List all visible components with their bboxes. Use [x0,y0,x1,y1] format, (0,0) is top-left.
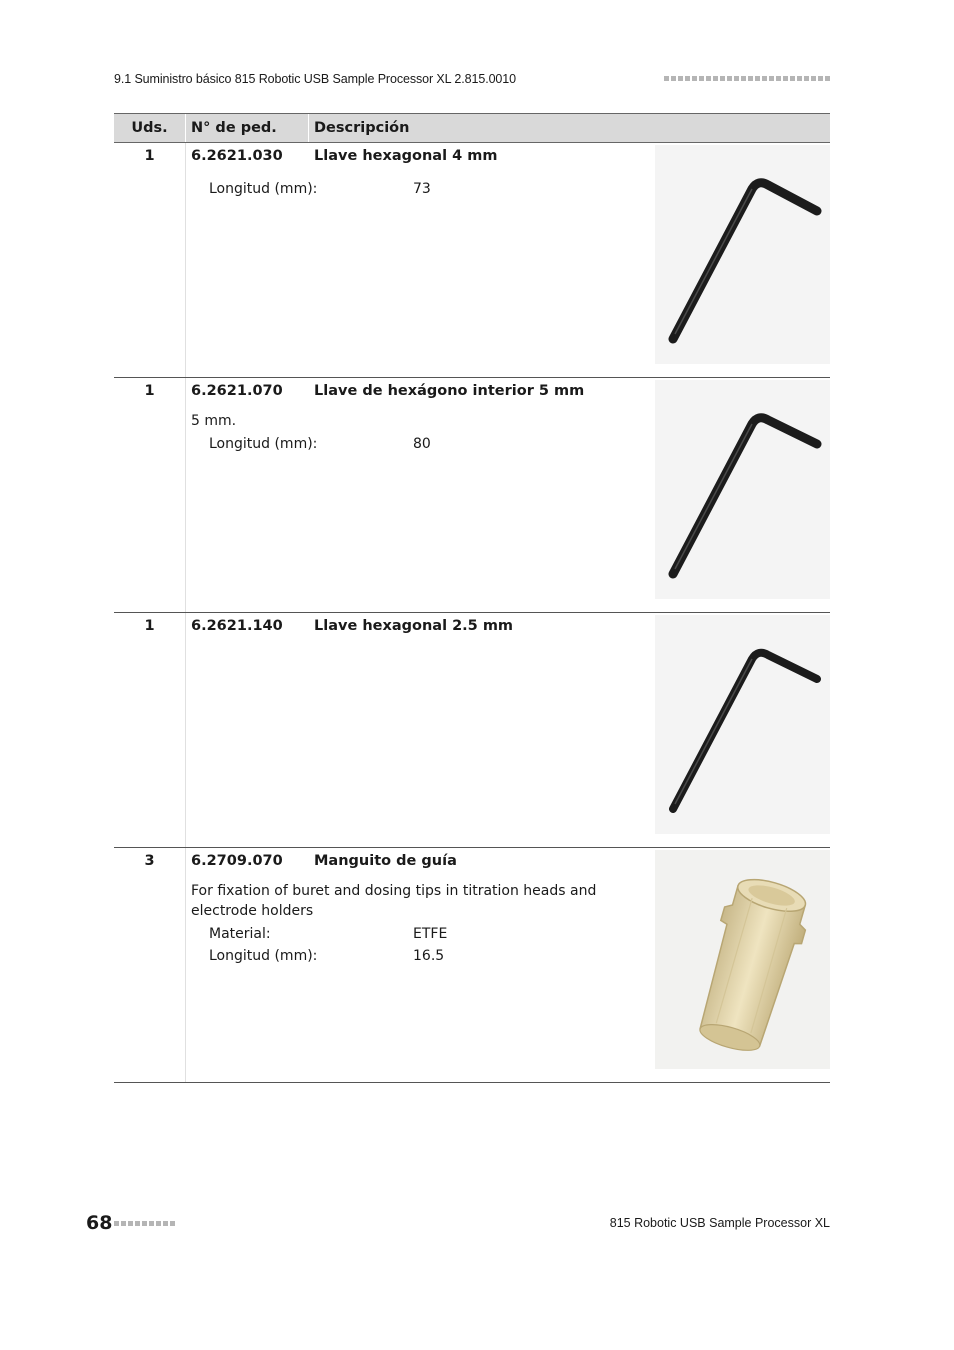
row-order-number: 6.2621.030 [191,148,283,164]
row-qty: 3 [144,853,155,869]
row-description: 5 mm. [191,413,237,429]
footer-decoration-dots [114,1221,175,1226]
spec-value: 80 [413,436,431,452]
row-order-number: 6.2621.140 [191,618,283,634]
table-row [114,848,830,1083]
footer-title: 815 Robotic USB Sample Processor XL [609,1216,830,1230]
column-header-description: Descripción [314,120,410,136]
table-row [114,378,830,613]
spec-label: Longitud (mm): [209,436,318,452]
spec-label: Material: [209,926,271,942]
row-order-number: 6.2709.070 [191,853,283,869]
column-header-qty: Uds. [131,120,168,136]
table-header [114,113,830,143]
product-photo [655,145,830,364]
row-qty: 1 [144,383,155,399]
table-row [114,613,830,848]
running-header [114,72,830,88]
row-qty: 1 [144,148,155,164]
hex-key-icon [655,615,830,834]
hex-key-icon [655,380,830,599]
guide-sleeve-icon [655,850,830,1069]
row-order-number: 6.2621.070 [191,383,283,399]
spec-value: 73 [413,181,431,197]
product-photo [655,850,830,1069]
page-number: 68 [86,1212,113,1234]
spec-value: ETFE [413,926,448,942]
row-description: For fixation of buret and dosing tips in titration heads and electrode holders [191,883,597,919]
spec-label: Longitud (mm): [209,181,318,197]
row-name: Llave hexagonal 4 mm [314,148,498,164]
row-name: Manguito de guía [314,853,457,869]
row-qty: 1 [144,618,155,634]
column-header-order-number: N° de ped. [191,120,277,136]
spec-label: Longitud (mm): [209,948,318,964]
row-name: Llave de hexágono interior 5 mm [314,383,585,399]
header-decoration-dots [664,76,830,81]
row-name: Llave hexagonal 2.5 mm [314,618,514,634]
header-title: 9.1 Suministro básico 815 Robotic USB Sample Processor XL 2.815.0010 [114,72,516,86]
spec-value: 16.5 [413,948,445,964]
table-row [114,143,830,378]
product-photo [655,380,830,599]
hex-key-icon [655,145,830,364]
parts-table [114,113,830,1083]
product-photo [655,615,830,834]
